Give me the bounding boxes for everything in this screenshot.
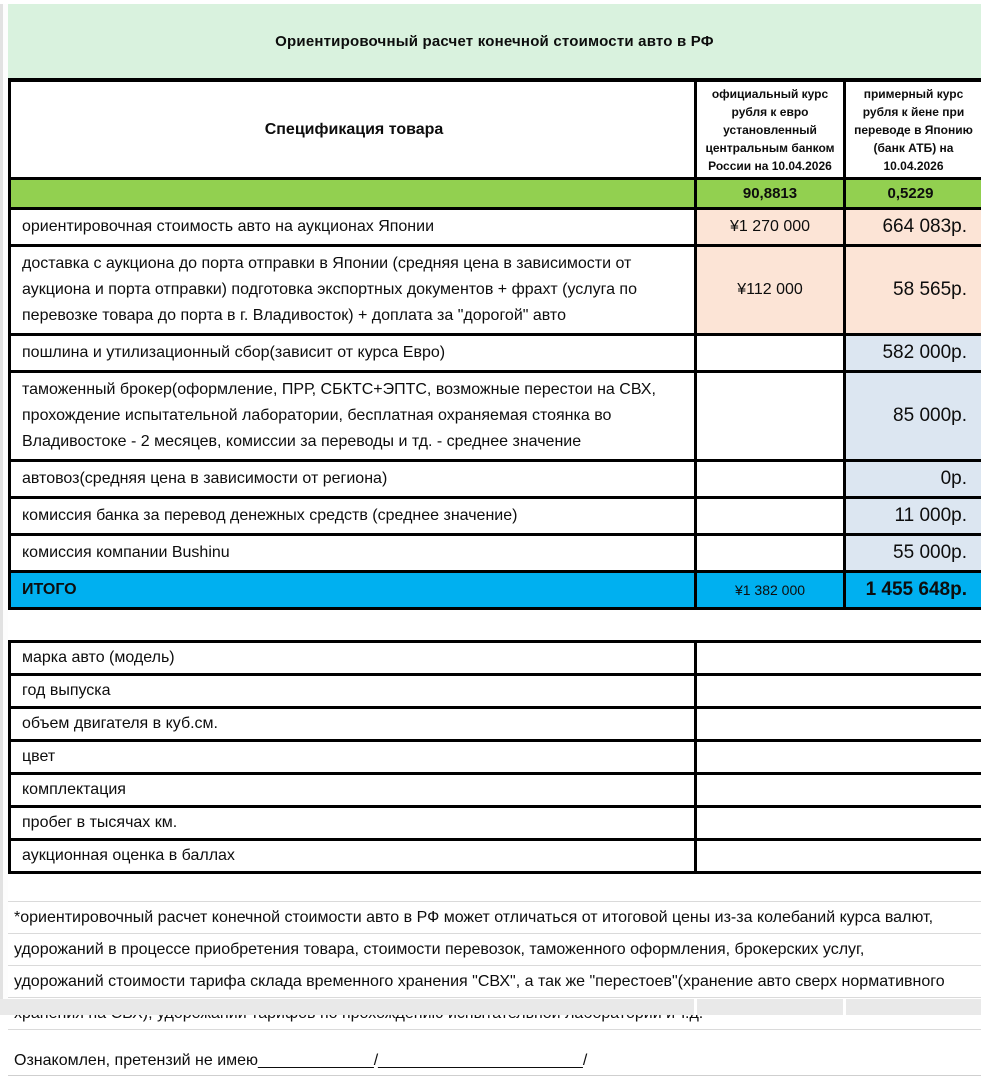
signature-line[interactable]: Ознакомлен, претензий не имею_____________/_______________________/	[8, 1046, 981, 1076]
vehicle-field-input-cell[interactable]	[694, 742, 981, 772]
vehicle-row-year	[11, 676, 981, 709]
total-row	[11, 573, 981, 610]
row-label-cell: пошлина и утилизационный сбор(зависит от курса Евро)	[22, 344, 446, 361]
vehicle-row-engine-volume	[11, 709, 981, 742]
vehicle-spec-table	[8, 640, 981, 874]
vehicle-field-label: цвет	[22, 748, 56, 765]
vehicle-field-label: год выпуска	[22, 682, 111, 699]
vehicle-field-input-cell[interactable]	[694, 808, 981, 838]
vehicle-field-label: марка авто (модель)	[22, 649, 175, 666]
vehicle-field-input-cell[interactable]	[694, 841, 981, 871]
table-row-delivery-freight	[11, 247, 981, 336]
vehicle-field-input-cell[interactable]	[694, 775, 981, 805]
rub-value-cell[interactable]: 55 000р.	[843, 536, 981, 570]
vehicle-field-label: объем двигателя в куб.см.	[22, 715, 218, 732]
table-row-bank-commission	[11, 499, 981, 536]
rub-value-cell[interactable]: 0р.	[843, 462, 981, 496]
vehicle-field-label: комплектация	[22, 781, 126, 798]
yen-value-cell[interactable]: ¥112 000	[694, 247, 843, 333]
cell-border-line	[843, 999, 846, 1015]
table-row-auction-price	[11, 210, 981, 247]
total-label-cell: ИТОГО	[22, 581, 77, 598]
row-label-cell: таможенный брокер(оформление, ПРР, СБКТС+ЭПТС, возможные перестои на СВХ, прохождение испытательной лаборатории, бесплатная охраняемая стоянка во Владивостоке - 2 месяцев, комиссии за переводы и тд. - среднее значение	[22, 381, 656, 450]
row-label-cell: ориентировочная стоимость авто на аукционах Японии	[22, 218, 435, 235]
vehicle-field-label: аукционная оценка в баллах	[22, 847, 235, 864]
row-label-cell: доставка с аукциона до порта отправки в Японии (средняя цена в зависимости от аукциона и порта отправки) подготовка экспортных документов + фрахт (услуга по перевозке товара до порта в г. Владивосток) + доплата за "дорогой" авто	[22, 255, 637, 324]
rates-row-empty-cell[interactable]	[11, 180, 694, 207]
row-label-cell: комиссия банка за перевод денежных средств (среднее значение)	[22, 507, 518, 524]
yen-value-cell[interactable]	[694, 499, 843, 533]
vehicle-field-input-cell[interactable]	[694, 676, 981, 706]
vehicle-row-mileage	[11, 808, 981, 841]
table-row-customs-duty	[11, 336, 981, 373]
rub-value-cell[interactable]: 582 000р.	[843, 336, 981, 370]
rub-value-cell[interactable]: 58 565р.	[843, 247, 981, 333]
vehicle-field-input-cell[interactable]	[694, 709, 981, 739]
yen-value-cell[interactable]	[694, 462, 843, 496]
vehicle-row-trim	[11, 775, 981, 808]
total-yen-cell[interactable]: ¥1 382 000	[694, 573, 843, 607]
cost-table-header-row	[11, 82, 981, 180]
vehicle-field-label: пробег в тысячах км.	[22, 814, 178, 831]
row-header-gutter	[0, 4, 8, 999]
yen-value-cell[interactable]	[694, 336, 843, 370]
rub-value-cell[interactable]: 85 000р.	[843, 373, 981, 459]
table-row-car-carrier	[11, 462, 981, 499]
yen-value-cell[interactable]	[694, 536, 843, 570]
total-rub-cell[interactable]: 1 455 648р.	[843, 573, 981, 607]
jpy-rate-value-cell[interactable]: 0,5229	[843, 180, 981, 207]
yen-value-cell[interactable]: ¥1 270 000	[694, 210, 843, 244]
vehicle-row-auction-grade	[11, 841, 981, 874]
next-row-partial	[0, 999, 981, 1015]
col-header-eur-rate: официальный курс рубля к евро установленный центральным банком России на 10.04.2026	[694, 82, 843, 177]
rub-value-cell[interactable]: 664 083р.	[843, 210, 981, 244]
page-title: Ориентировочный расчет конечной стоимости авто в РФ	[275, 32, 714, 50]
yen-value-cell[interactable]	[694, 373, 843, 459]
title-banner	[8, 4, 981, 78]
vehicle-row-make-model	[11, 643, 981, 676]
table-row-customs-broker	[11, 373, 981, 462]
cost-table	[8, 78, 981, 610]
exchange-rates-row	[11, 180, 981, 210]
table-row-company-commission	[11, 536, 981, 573]
cell-border-line	[694, 999, 697, 1015]
row-label-cell: автовоз(средняя цена в зависимости от региона)	[22, 470, 388, 487]
eur-rate-value-cell[interactable]: 90,8813	[694, 180, 843, 207]
vehicle-field-input-cell[interactable]	[694, 643, 981, 673]
col-header-specification: Спецификация товара	[264, 120, 444, 138]
footnote-line: *ориентировочный расчет конечной стоимости авто в РФ может отличаться от итоговой цены из-за колебаний курса валют,	[8, 902, 981, 934]
footnote-line: удорожаний стоимости тарифа склада временного хранения "СВХ", а так же "перестоев"(хранение авто сверх нормативного	[8, 966, 981, 998]
col-header-jpy-rate: примерный курс рубля к йене при переводе в Японию (банк АТБ) на 10.04.2026	[843, 82, 981, 177]
rub-value-cell[interactable]: 11 000р.	[843, 499, 981, 533]
footnote-line: удорожаний в процессе приобретения товара, стоимости перевозок, таможенного оформления, брокерских услуг,	[8, 934, 981, 966]
vehicle-row-color	[11, 742, 981, 775]
row-label-cell: комиссия компании Bushinu	[22, 544, 230, 561]
